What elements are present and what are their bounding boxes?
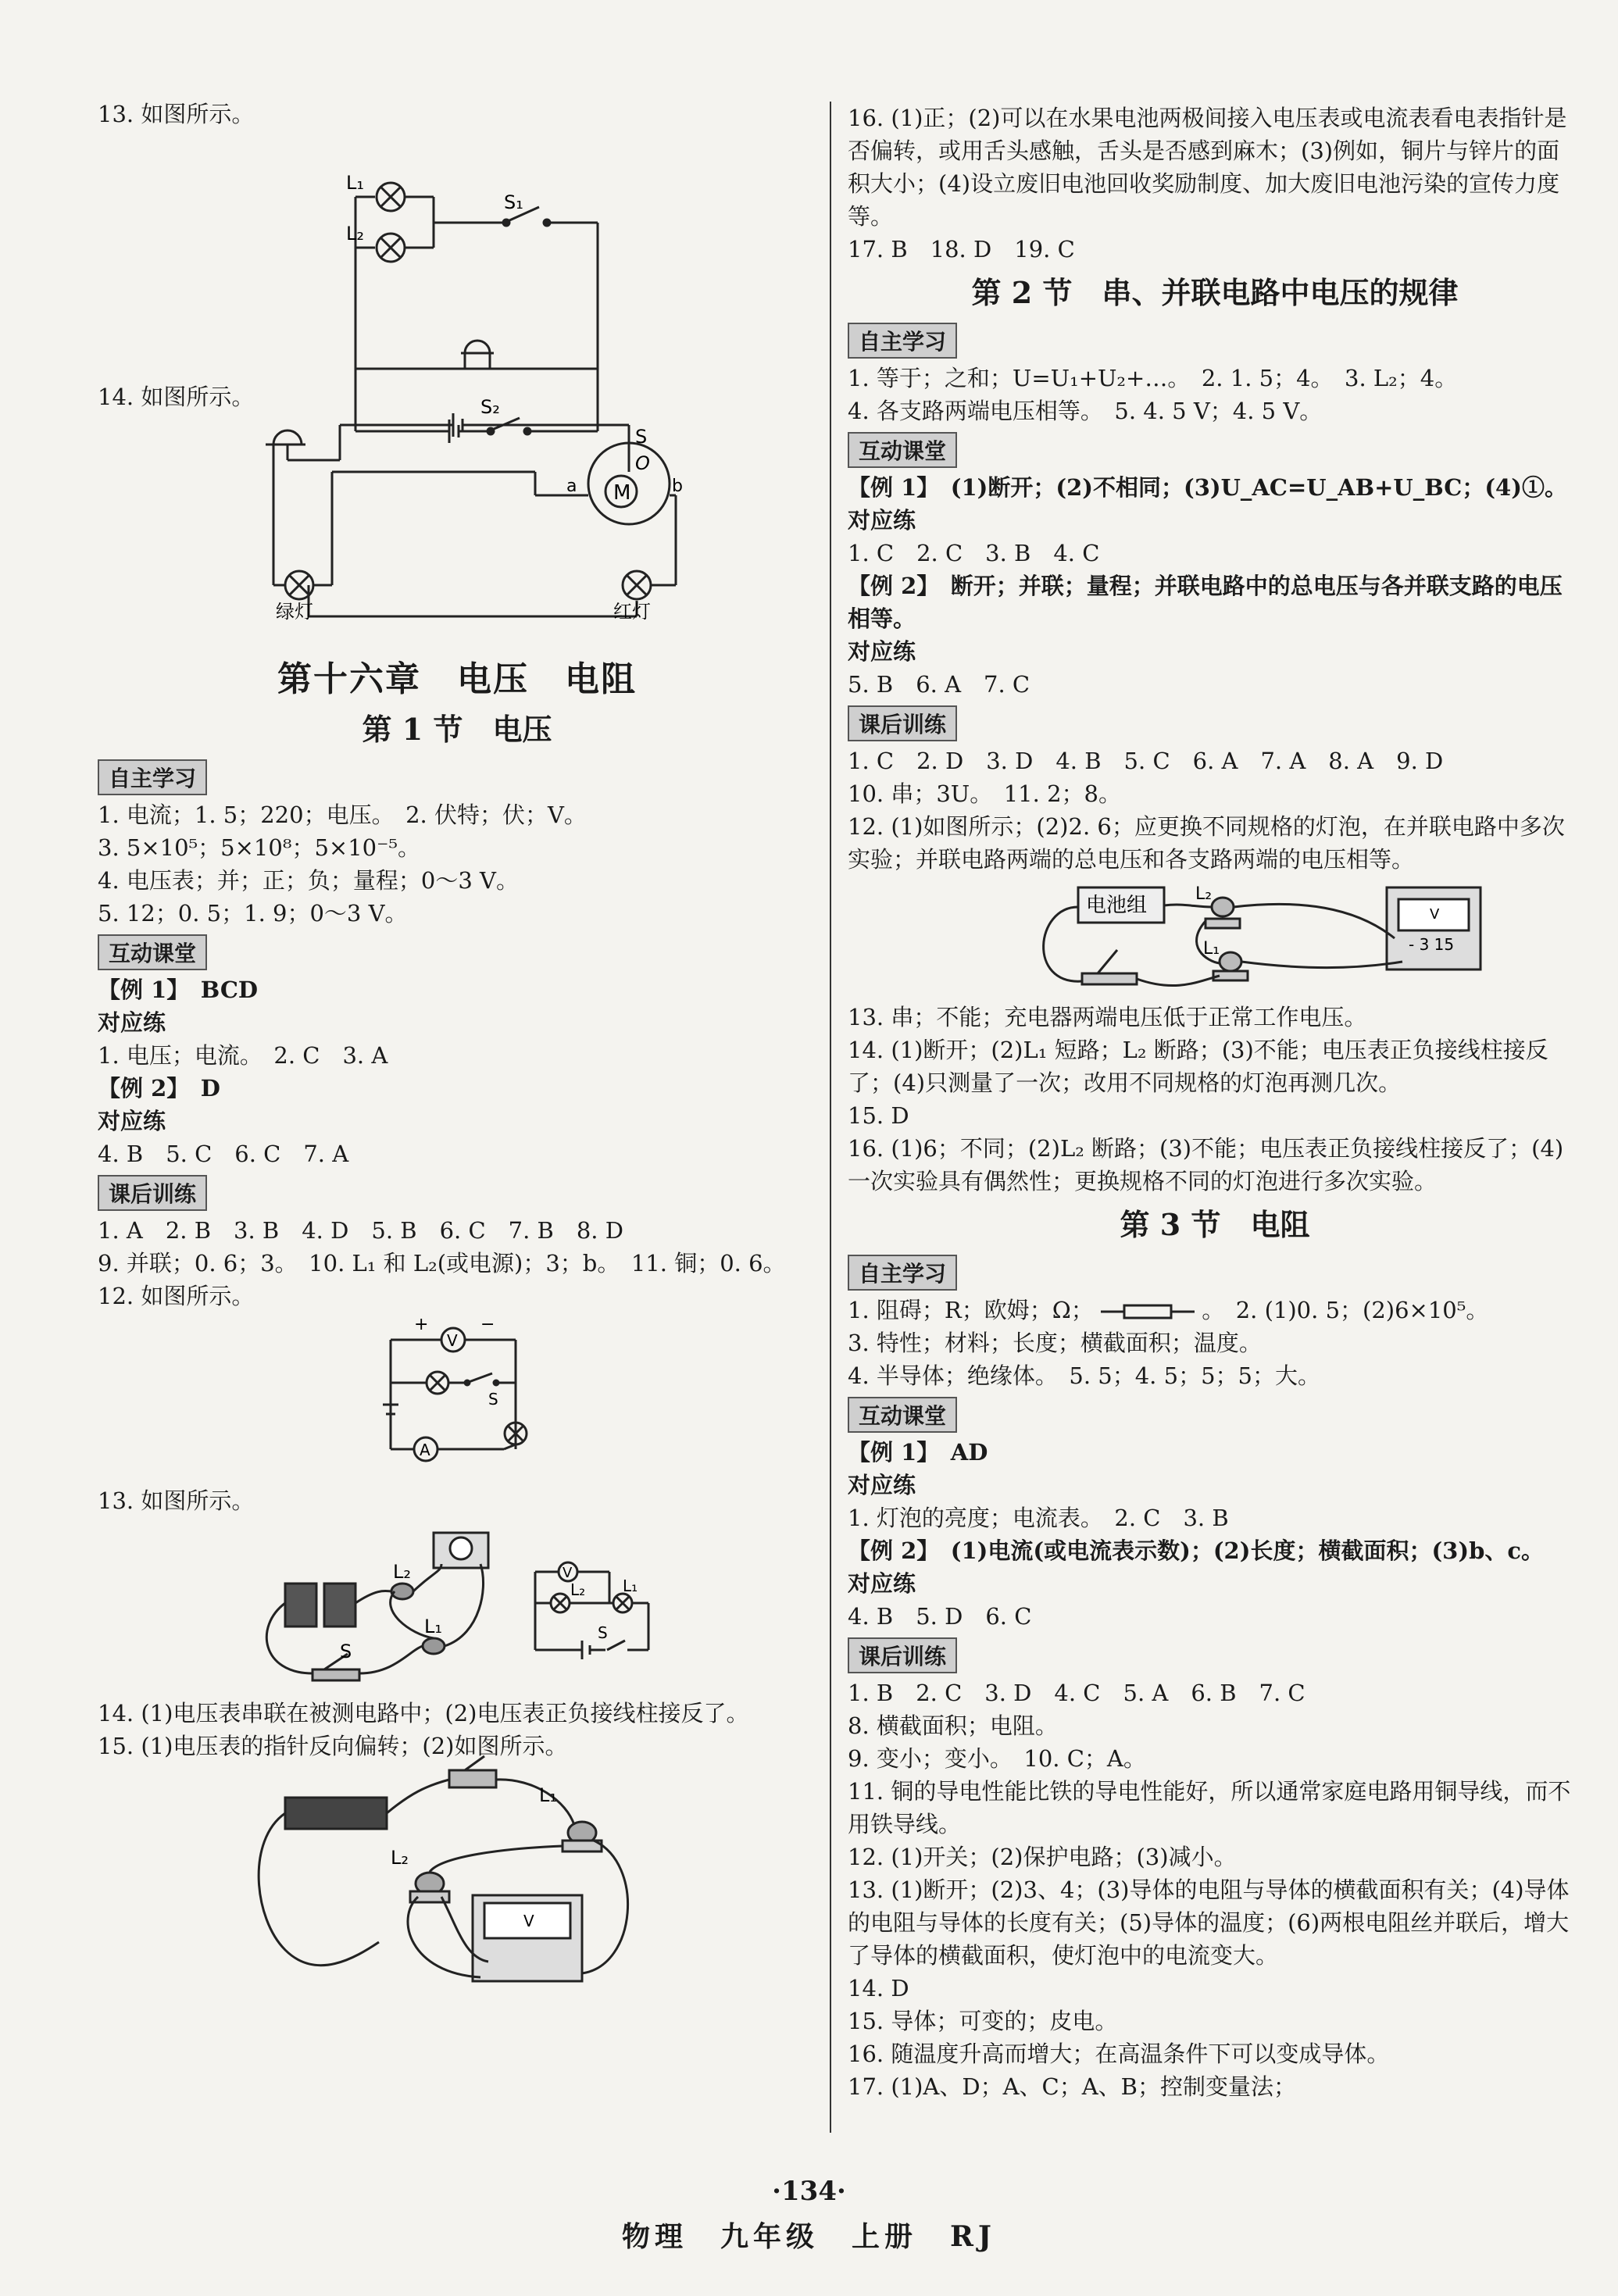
tag-zizhu: 自主学习	[98, 759, 207, 795]
label-minus: −	[480, 1315, 495, 1334]
kh-line: 14. (1)断开；(2)L₁ 短路；L₂ 断路；(3)不能；电压表正负接线柱接反了；(4)只测量了一次；改用不同规格的灯泡再测几次。	[848, 1037, 1548, 1096]
label-L1-small: L₁	[623, 1576, 638, 1595]
kh-line: 11. 铜的导电性能比铁的导电性能好，所以通常家庭电路用铜导线，而不用铁导线。	[848, 1778, 1571, 1837]
tag-zizhu: 自主学习	[848, 1255, 957, 1291]
zz-line-resistor	[848, 1294, 1582, 1327]
book-footer: 物理 九年级 上册 RJ	[622, 2220, 996, 2253]
zz-line: 1. 等于；之和；U=U₁+U₂+…。 2. 1. 5；4。 3. L₂；4。	[848, 365, 1458, 391]
label-L2: L₂	[346, 223, 364, 245]
zz-line: 5. 12；0. 5；1. 9；0～3 V。	[98, 900, 408, 927]
duiying-label: 对应练	[98, 1009, 166, 1036]
duiying-label: 对应练	[848, 507, 916, 534]
kh-line: 14. D	[848, 1975, 909, 2001]
label-A: A	[420, 1441, 430, 1459]
label-V-small: V	[563, 1565, 573, 1581]
kh-line: 16. (1)6；不同；(2)L₂ 断路；(3)不能；电压表正负接线柱接反了；(4)一次实验具有偶然性；更换规格不同的灯泡进行多次实验。	[848, 1135, 1564, 1194]
right-column	[848, 102, 1582, 2103]
column-divider	[830, 102, 831, 2133]
label-red: 红灯	[613, 601, 651, 623]
kh-line: 8. 横截面积；电阻。	[848, 1712, 1058, 1739]
kh-line: 12. (1)如图所示；(2)2. 6；应更换不同规格的灯泡，在并联电路中多次实验；并联电路两端的总电压和各支路两端的电压相等。	[848, 813, 1565, 873]
label-L2: L₂	[393, 1561, 411, 1583]
kh-line: 10. 串；3U。 11. 2；8。	[848, 780, 1121, 807]
answer-14b: 14. (1)电压表串联在被测电路中；(2)电压表正负接线柱接反了。	[98, 1700, 749, 1726]
kh-line: 13. 串；不能；充电器两端电压低于正常工作电压。	[848, 1004, 1367, 1030]
zz-text: 1. 阻碍；R；欧姆；Ω；	[848, 1297, 1094, 1323]
answer-17-19: 17. B 18. D 19. C	[848, 236, 1075, 262]
section-1-title: 第 1 节 电压	[362, 712, 552, 747]
label-green: 绿灯	[276, 601, 313, 623]
kh-line: 13. (1)断开；(2)3、4；(3)导体的电阻与导体的横截面积有关；(4)导体的电阻与导体的长度有关；(5)导体的温度；(6)两根电阻丝并联后，增大了导体的横截面积，使灯泡中的电流变大。	[848, 1876, 1570, 1969]
label-O: O	[635, 452, 650, 474]
answer-15: 15. (1)电压表的指针反向偏转；(2)如图所示。	[98, 1733, 568, 1759]
circuit-figure-3	[98, 1312, 816, 1484]
tag-hudong: 互动课堂	[848, 1397, 957, 1433]
duiying-label: 对应练	[848, 1570, 916, 1597]
zz-line: 3. 5×10⁵；5×10⁸；5×10⁻⁵。	[98, 834, 421, 861]
kh-line: 15. D	[848, 1102, 909, 1129]
tag-hudong: 互动课堂	[98, 934, 207, 970]
example-2: 【例 2】 (1)电流(或电流表示数)；(2)长度；横截面积；(3)b、c。	[848, 1537, 1545, 1564]
duiying-answers: 4. B 5. D 6. C	[848, 1603, 1032, 1630]
label-battery: 电池组	[1086, 894, 1148, 917]
circuit-figure-6	[848, 876, 1582, 1001]
kh-line: 12. (1)开关；(2)保护电路；(3)减小。	[848, 1844, 1237, 1870]
label-L1: L₁	[1203, 939, 1220, 959]
example-2: 【例 2】 D	[98, 1075, 220, 1102]
kh-line: 17. (1)A、D；A、C；A、B；控制变量法；	[848, 2073, 1296, 2100]
tag-hudong: 互动课堂	[848, 432, 957, 468]
page-number: ·134·	[772, 2176, 846, 2207]
tag-kehou: 课后训练	[848, 705, 957, 741]
label-L1: L₁	[346, 172, 364, 194]
duiying-answers: 1. 电压；电流。 2. C 3. A	[98, 1042, 388, 1069]
duiying-answers: 5. B 6. A 7. C	[848, 671, 1030, 698]
label-L2: L₂	[1195, 884, 1213, 904]
circuit-figure-4	[98, 1517, 816, 1697]
example-2: 【例 2】 断开；并联；量程；并联电路中的总电压与各并联支路的电压相等。	[848, 573, 1563, 632]
chapter-title: 第十六章 电压 电阻	[277, 659, 637, 699]
circuit-figure-5	[98, 1762, 816, 1997]
zz-line: 4. 半导体；绝缘体。 5. 5；4. 5；5；5；大。	[848, 1362, 1320, 1389]
label-plus: +	[414, 1315, 429, 1334]
label-S1: S₁	[504, 191, 523, 213]
section-3-title: 第 3 节 电阻	[1120, 1207, 1310, 1242]
duiying-label: 对应练	[98, 1108, 166, 1134]
label-L1: L₁	[424, 1616, 442, 1637]
kh-line: 1. C 2. D 3. D 4. B 5. C 6. A 7. A 8. A 9. D	[848, 748, 1444, 774]
label-b: b	[672, 477, 683, 496]
label-L2: L₂	[391, 1847, 409, 1869]
label-S: S	[488, 1390, 498, 1409]
label-V: V	[523, 1912, 534, 1930]
duiying-answers: 4. B 5. C 6. C 7. A	[98, 1141, 349, 1167]
duiying-answers: 1. C 2. C 3. B 4. C	[848, 540, 1100, 566]
answer-13b: 13. 如图所示。	[98, 1487, 255, 1514]
label-S: S	[340, 1641, 352, 1662]
label-scale: - 3 15	[1409, 935, 1455, 954]
tag-kehou: 课后训练	[98, 1175, 207, 1211]
tag-kehou: 课后训练	[848, 1637, 957, 1673]
kh-line: 9. 并联；0. 6；3。 10. L₁ 和 L₂(或电源)；3；b。 11. 铜；0. 6。	[98, 1250, 786, 1277]
example-1: 【例 1】 BCD	[98, 977, 259, 1003]
duiying-answers: 1. 灯泡的亮度；电流表。 2. C 3. B	[848, 1505, 1229, 1531]
answer-14a: 14. 如图所示。	[98, 384, 255, 410]
kh-line: 16. 随温度升高而增大；在高温条件下可以变成导体。	[848, 2041, 1390, 2067]
answer-13a: 13. 如图所示。	[98, 101, 255, 127]
tag-zizhu: 自主学习	[848, 323, 957, 359]
label-V: V	[447, 1331, 458, 1350]
label-a: a	[566, 477, 577, 496]
example-1: 【例 1】 (1)断开；(2)不相同；(3)U_AC=U_AB+U_BC；(4)①。	[848, 474, 1567, 501]
label-S2: S₂	[480, 396, 500, 418]
circuit-figure-2	[98, 413, 816, 640]
kh-line: 12. 如图所示。	[98, 1283, 255, 1309]
example-1: 【例 1】 AD	[848, 1439, 988, 1466]
zz-text: 。 2. (1)0. 5；(2)6×10⁵。	[1202, 1297, 1489, 1323]
duiying-label: 对应练	[848, 638, 916, 665]
label-L2-small: L₂	[570, 1580, 586, 1599]
label-M: M	[613, 481, 631, 505]
duiying-label: 对应练	[848, 1472, 916, 1498]
label-L1: L₁	[539, 1784, 557, 1806]
zz-line: 4. 电压表；并；正；负；量程；0～3 V。	[98, 867, 519, 894]
zz-line: 3. 特性；材料；长度；横截面积；温度。	[848, 1330, 1262, 1356]
zz-line: 4. 各支路两端电压相等。 5. 4. 5 V；4. 5 V。	[848, 398, 1323, 424]
kh-line: 1. B 2. C 3. D 4. C 5. A 6. B 7. C	[848, 1680, 1305, 1706]
section-2-title: 第 2 节 串、并联电路中电压的规律	[971, 275, 1459, 310]
label-S-small: S	[598, 1623, 608, 1642]
resistor-symbol	[1101, 1302, 1195, 1321]
label-S: S	[635, 426, 648, 448]
kh-line: 9. 变小；变小。 10. C；A。	[848, 1745, 1146, 1772]
zz-line: 1. 电流；1. 5；220；电压。 2. 伏特；伏；V。	[98, 802, 587, 828]
answer-16: 16. (1)正；(2)可以在水果电池两极间接入电压表或电流表看电表指针是否偏转，或用舌头感触，舌头是否感到麻木；(3)例如，铜片与锌片的面积大小；(4)设立废旧电池回收奖励制度、加大废旧电池污染的宣传力度等。	[848, 105, 1567, 230]
label-V: V	[1430, 906, 1440, 923]
kh-line: 15. 导体；可变的；皮电。	[848, 2008, 1118, 2034]
left-column	[98, 98, 816, 1997]
kh-line: 1. A 2. B 3. B 4. D 5. B 6. C 7. B 8. D	[98, 1217, 623, 1244]
